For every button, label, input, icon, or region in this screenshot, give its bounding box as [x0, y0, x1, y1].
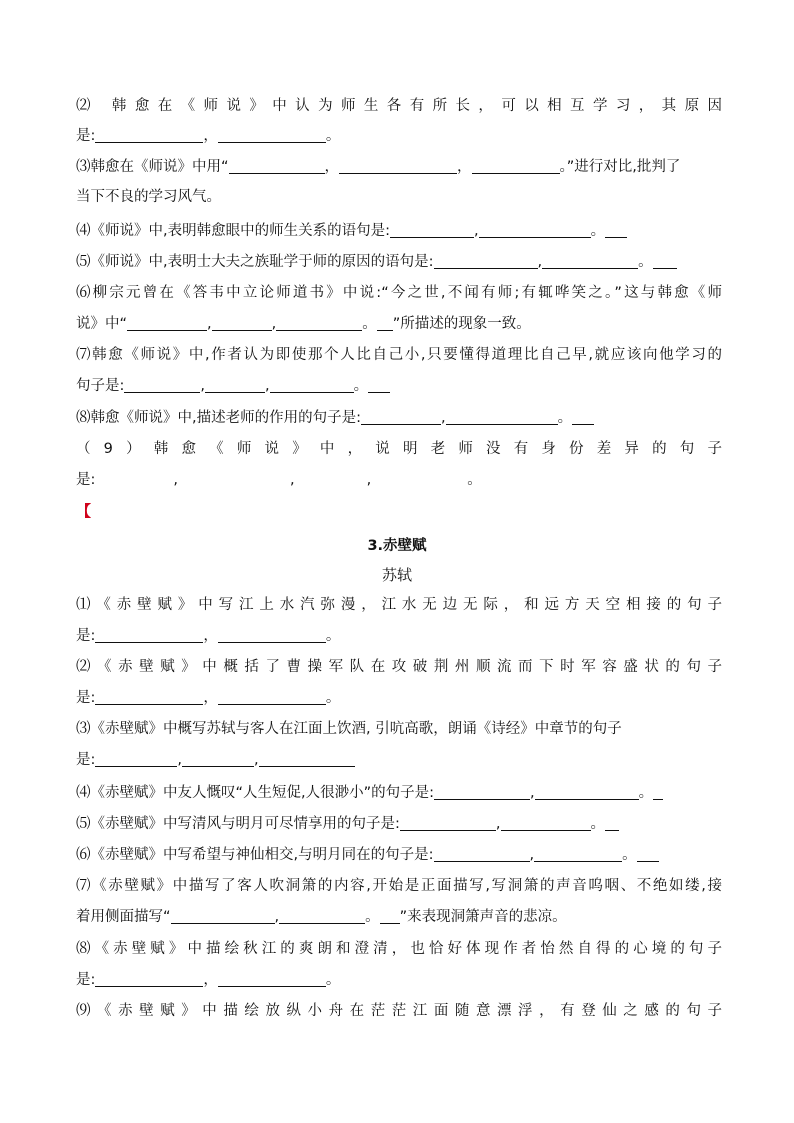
- answer-space[interactable]: [371, 472, 467, 487]
- sec2-q5: ⑸《师说》中,表明士大夫之族耻学于师的原因的语句是: , 。: [76, 252, 722, 272]
- answer-blank[interactable]: [259, 751, 355, 767]
- sec2-q8: ⑻韩愈《师说》中,描述老师的作用的句子是: , 。: [76, 408, 722, 428]
- answer-blank[interactable]: [95, 689, 203, 705]
- answer-blank[interactable]: [434, 846, 530, 862]
- answer-blank[interactable]: [127, 315, 207, 331]
- answer-blank[interactable]: [229, 158, 325, 174]
- answer-blank[interactable]: [637, 846, 659, 862]
- sec3-q6: ⑹《赤壁赋》中写希望与神仙相交,与明月同在的句子是: , 。: [76, 845, 722, 865]
- answer-blank[interactable]: [434, 784, 530, 800]
- answer-blank[interactable]: [276, 315, 362, 331]
- answer-space[interactable]: [295, 472, 367, 487]
- sec3-q9-line1: ⑼《赤壁赋》中描绘放纵小舟在茫茫江面随意漂浮，有登仙之感的句子: [76, 1003, 722, 1019]
- sec2-q3-line1: ⑶韩愈在《师说》中用“ ， ， 。”进行对比,批判了: [76, 159, 681, 175]
- answer-blank[interactable]: [534, 846, 622, 862]
- answer-blank[interactable]: [535, 784, 639, 800]
- answer-blank[interactable]: [446, 409, 558, 425]
- sec3-q1-line1: ⑴《赤壁赋》中写江上水汽弥漫，江水无边无际，和远方天空相接的句子: [76, 597, 722, 613]
- sec2-q9-line1: （9）韩愈《师说》中，说明老师没有身份差异的句子: [76, 441, 722, 457]
- red-bracket-mark: 【: [76, 502, 92, 520]
- answer-blank[interactable]: [572, 409, 594, 425]
- answer-blank[interactable]: [95, 971, 203, 987]
- answer-blank[interactable]: [339, 158, 457, 174]
- sec3-q2-line1: ⑵《赤壁赋》中概括了曹操军队在攻破荆州顺流而下时军容盛状的句子: [76, 659, 722, 675]
- sec3-q8-line2: 是: ， 。: [76, 972, 341, 988]
- answer-blank[interactable]: [479, 222, 591, 238]
- sec2-q2-line1: ⑵ 韩愈在《师说》中认为师生各有所长，可以相互学习，其原因: [76, 98, 722, 114]
- answer-blank[interactable]: [380, 908, 400, 924]
- answer-blank[interactable]: [390, 222, 474, 238]
- answer-blank[interactable]: [542, 253, 638, 269]
- sec3-q7-line1: ⑺《赤壁赋》中描写了客人吹洞箫的内容,开始是正面描写,写洞箫的声音呜咽、不绝如缕,接: [76, 878, 722, 894]
- answer-blank[interactable]: [95, 627, 203, 643]
- answer-blank[interactable]: [218, 127, 326, 143]
- answer-blank[interactable]: [400, 815, 496, 831]
- answer-blank[interactable]: [501, 815, 591, 831]
- answer-blank[interactable]: [218, 971, 326, 987]
- answer-blank[interactable]: [434, 253, 538, 269]
- sec3-q7-line2: 着用侧面描写“ , 。 ”来表现洞箫声音的悲凉。: [76, 909, 567, 925]
- sec2-q9-line2: 是: , , , 。: [76, 472, 482, 488]
- sec3-q5: ⑸《赤壁赋》中写清风与明月可尽情享用的句子是: , 。: [76, 814, 722, 834]
- section-author: 苏轼: [381, 566, 412, 584]
- answer-blank[interactable]: [270, 377, 354, 393]
- answer-blank[interactable]: [218, 689, 326, 705]
- answer-blank[interactable]: [182, 751, 254, 767]
- answer-blank[interactable]: [368, 377, 390, 393]
- answer-blank[interactable]: [218, 627, 326, 643]
- section-title: 3.赤壁赋: [367, 538, 427, 554]
- answer-blank[interactable]: [653, 784, 663, 800]
- answer-blank[interactable]: [361, 409, 441, 425]
- sec2-q7-line2: 句子是: , , 。: [76, 376, 722, 396]
- answer-blank[interactable]: [95, 127, 203, 143]
- sec3-q2-line2: 是: ， 。: [76, 690, 341, 706]
- sec2-q4: ⑷《师说》中,表明韩愈眼中的师生关系的语句是: , 。: [76, 221, 722, 241]
- answer-blank[interactable]: [212, 315, 272, 331]
- sec3-q8-line1: ⑻《赤壁赋》中描绘秋江的爽朗和澄清，也恰好体现作者怡然自得的心境的句子: [76, 941, 722, 957]
- sec3-q4: ⑷《赤壁赋》中友人慨叹“人生短促,人很渺小”的句子是: , 。: [76, 783, 722, 803]
- sec2-q7-line1: ⑺韩愈《师说》中,作者认为即使那个人比自己小,只要懂得道理比自己早,就应该向他学习的: [76, 347, 722, 363]
- sec3-q1-line2: 是: ， 。: [76, 628, 341, 644]
- answer-space[interactable]: [95, 472, 173, 487]
- answer-blank[interactable]: [605, 815, 619, 831]
- answer-blank[interactable]: [205, 377, 265, 393]
- answer-blank[interactable]: [472, 158, 560, 174]
- sec2-q6-line1: ⑹柳宗元曾在《答韦中立论师道书》中说:“今之世,不闻有师;有辄哗笑之。”这与韩愈《师: [76, 285, 722, 301]
- answer-space[interactable]: [178, 472, 290, 487]
- sec3-q3-line2: 是: , ,: [76, 750, 722, 770]
- answer-blank[interactable]: [95, 751, 177, 767]
- answer-blank[interactable]: [279, 908, 365, 924]
- sec2-q3-line2: 当下不良的学习风气。: [76, 189, 221, 205]
- answer-blank[interactable]: [605, 222, 627, 238]
- sec2-q2-line2: 是: ， 。: [76, 128, 341, 144]
- sec2-q6-line2: 说》中“ , , 。 ”所描述的现象一致。: [76, 316, 531, 332]
- answer-blank[interactable]: [171, 908, 275, 924]
- answer-blank[interactable]: [653, 253, 677, 269]
- answer-blank[interactable]: [124, 377, 200, 393]
- sec3-q3-line1: ⑶《赤壁赋》中概写苏轼与客人在江面上饮酒, 引吭高歌，朗诵《诗经》中章节的句子: [76, 721, 622, 737]
- answer-blank[interactable]: [377, 315, 393, 331]
